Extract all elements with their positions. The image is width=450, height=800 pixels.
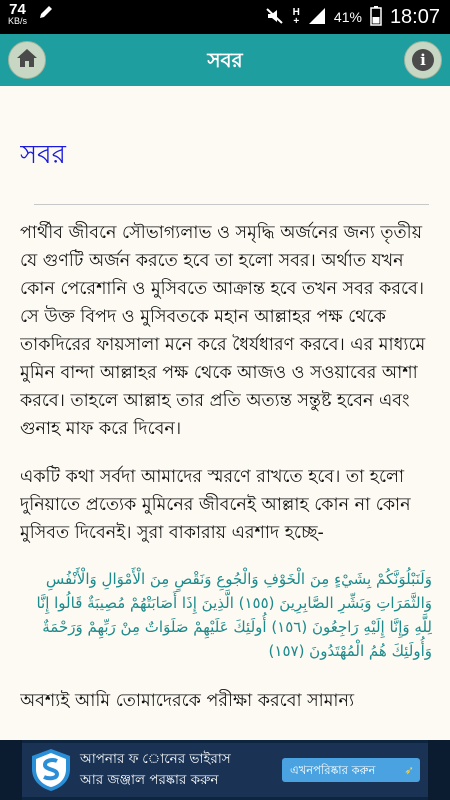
divider	[34, 204, 429, 205]
ad-edge-right	[428, 740, 450, 800]
paragraph: একটি কথা সর্বদা আমাদের স্মরণে রাখতে হবে। তা হলো দুনিয়াতে প্রত্যেক মুমিনের জীবনেই আল্লাহ কোন না কোন মুসিবত দিবেনই। সুরা বাকারায় এরশাদ হচ্ছে-	[20, 467, 411, 543]
network-speed	[8, 2, 27, 26]
ad-cta-label: এখনপরিষ্কার করুন	[290, 763, 376, 777]
ad-text	[80, 749, 231, 791]
signal-type: H +	[292, 7, 300, 27]
ad-banner[interactable]	[0, 740, 450, 800]
ad-content[interactable]	[22, 743, 428, 797]
paragraph: পার্থীব জীবনে সৌভাগ্যলাভ ও সমৃদ্ধি অর্জনের জন্য তৃতীয় যে গুণটি অর্জন করতে হবে তা হলো সবর। অর্থাত যখন কোন পেরেশানি ও মুসিবতে আক্রান্ত হবে তখন সবর করবে। সে উক্ত বিপদ ও মুসিবতকে মহান আল্লাহর পক্ষ থেকে তাকদিরের ফায়সালা মনে করে ধৈর্যধারণ করবে। এর মাধ্যমে মুমিন বান্দা আল্লাহর পক্ষ থেকে আজও ও সওয়াবের আশা করবে। তাহলে আল্লাহ তার প্রতি অত্যন্ত সন্তুষ্ট হবেন এবং গুনাহ মাফ করে দিবেন।	[20, 223, 426, 439]
page-title: সবর	[20, 140, 66, 170]
info-icon: i	[412, 49, 434, 71]
mute-icon	[265, 6, 285, 29]
arabic-verse: وَلَنَبْلُوَنَّكُمْ بِشَيْءٍ مِنَ الْخَوْفِ وَالْجُوعِ وَنَقْصٍ مِنَ الْأَمْوَالِ وَالْأَنْفُسِ وَالثَّمَرَاتِ وَبَشِّرِ الصَّابِرِينَ (١٥٥) الَّذِينَ إِذَا أَصَابَتْهُمْ مُصِيبَةٌ قَالُوا إِنَّا لِلَّهِ وَإِنَّا إِلَيْهِ رَاجِعُونَ (١٥٦) أُولَئِكَ عَلَيْهِمْ صَلَوَاتٌ مِنْ رَبِّهِمْ وَرَحْمَةٌ وَأُولَئِكَ هُمُ الْمُهْتَدُونَ (١٥٧)	[36, 570, 432, 660]
app-bar	[0, 34, 450, 86]
network-speed-unit: KB/s	[8, 16, 28, 26]
status-bar	[0, 0, 450, 34]
app-title: সবর	[207, 48, 243, 72]
clock: 18:07	[389, 5, 440, 28]
signal-icon	[308, 7, 326, 28]
network-speed-value: 74	[9, 1, 26, 18]
article-content[interactable]	[20, 86, 432, 740]
info-button[interactable]	[404, 41, 442, 79]
paragraph: অবশ্যই আমি তোমাদেরকে পরীক্ষা করবো সামান্য	[20, 691, 355, 711]
battery-icon	[370, 6, 382, 29]
edit-icon	[37, 3, 55, 26]
sparkle-icon: ➶	[404, 763, 414, 777]
ad-edge-left	[0, 740, 22, 800]
ad-cta-button[interactable]	[282, 758, 420, 782]
battery-percent: 41%	[333, 9, 362, 25]
shield-icon	[28, 747, 74, 793]
ad-line-1: আপনার ফ োনের ভাইরাস	[80, 751, 231, 767]
ad-line-2: আর জঞ্জাল পরষ্কার করুন	[80, 772, 219, 788]
